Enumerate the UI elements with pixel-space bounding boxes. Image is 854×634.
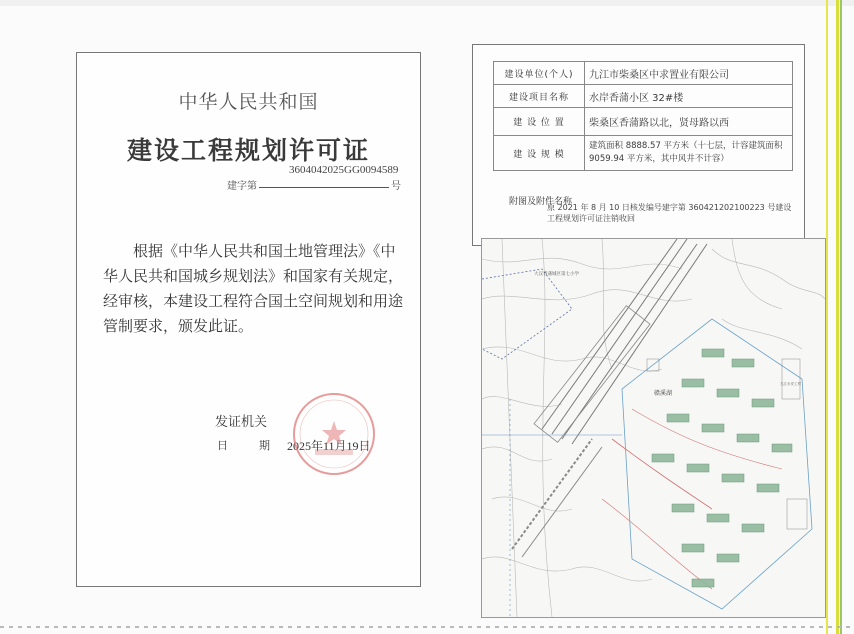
certificate-number-row [227,177,407,193]
map-label-lake: 赣溪湖 [654,390,673,397]
field-label: 建 设 位 置 [494,108,585,136]
number-prefix: 建字第 [227,181,257,192]
country-name: 中华人民共和国 [178,91,319,113]
certificate-title: 建设工程规划许可证 [126,136,370,165]
number-suffix: 号 [391,181,401,192]
field-value: 水岸香蒲小区 32#楼 [585,85,793,108]
issuer-label: 发证机关 [215,415,268,430]
attachment-label: 附图及附件名称 [509,197,573,207]
field-label: 建设项目名称 [494,85,585,108]
site-plan-map [481,238,826,618]
number-underline [259,187,389,188]
field-value: 柴桑区香蒲路以北，贤母路以西 [585,108,793,136]
map-label-school: 大汉香蒲城区第七小学 [534,272,579,277]
official-seal-icon [291,391,377,477]
site-plan-drawing [482,239,825,617]
scan-edge-highlight [836,0,839,634]
scan-top-edge [0,0,854,6]
table-row [494,108,793,136]
project-info-table [493,61,793,171]
certificate-detail-page [472,44,805,246]
field-label: 建 设 规 模 [494,136,585,171]
field-value: 九江市柴桑区中求置业有限公司 [585,62,793,85]
scan-edge-highlight [840,0,842,634]
date-label: 日 期 [217,439,280,452]
field-label: 建设单位(个人) [494,62,585,85]
field-value: 建筑面积 8888.57 平方米（十七层，计容建筑面积 9059.94 平方米，其中风井不计容） [585,136,793,171]
attachment-text: 原 2021 年 8 月 10 日核发编号建字第 360421202100223 号建设工程规划许可证注销收回 [547,203,792,223]
date-value: 2025年11月19日 [287,439,371,453]
serial-number: 3604042025GG0094589 [289,164,399,176]
table-row [494,62,793,85]
scan-edge-highlight [826,0,828,634]
certificate-body-text: 根据《中华人民共和国土地管理法》《中华人民共和国城乡规划法》和国家有关规定，经审核，本建设工程符合国土空间规划和用途管制要求，颁发此证。 [103,242,404,335]
certificate-front-page [76,52,421,587]
table-row [494,85,793,108]
scan-bottom-edge [0,626,854,628]
table-row [494,136,793,171]
map-label-right: 九江永安工贸 [780,382,801,386]
